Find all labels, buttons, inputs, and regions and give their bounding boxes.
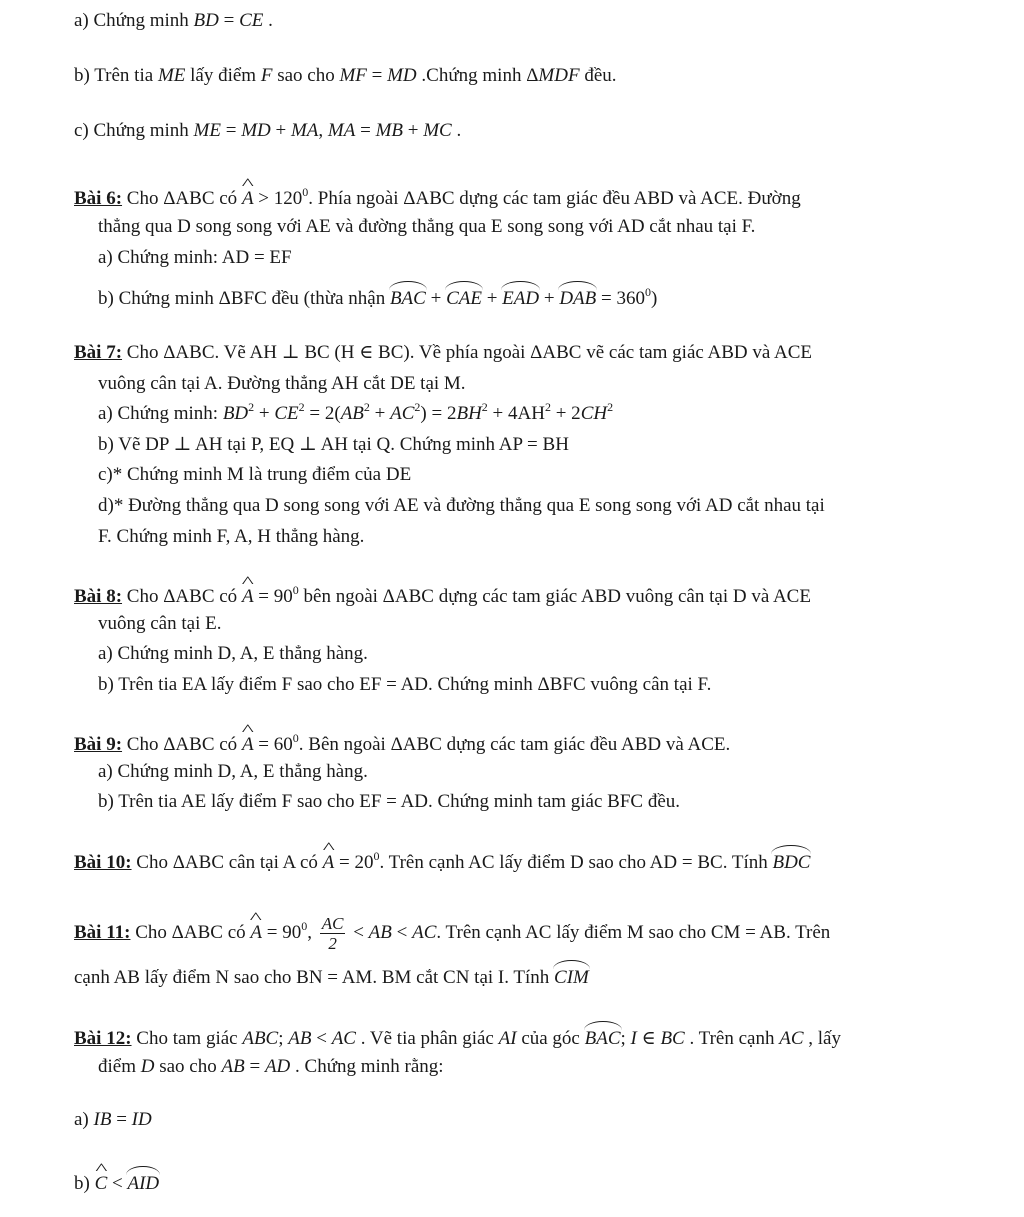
- line-12: c)* Chứng minh M là trung điểm của DE: [98, 464, 412, 485]
- line-17: a) Chứng minh D, A, E thẳng hàng.: [98, 643, 368, 664]
- line-20: a) Chứng minh D, A, E thẳng hàng.: [98, 761, 368, 782]
- exercise-8-title: Bài 8: Cho ΔABC có ^ $A = 90^0$ bên ngoài ΔABC dựng các tam giác ABD vuông cân tại D và ACE: [74, 582, 811, 609]
- line-26: điểm D sao cho AB = AD . Chứng minh rằng:: [98, 1056, 444, 1077]
- line-14: F. Chứng minh F, A, H thẳng hàng.: [98, 526, 365, 547]
- exercise-11-title: Bài 11: Cho ΔABC có ^ $A = 90^0$, $\frac{AC}{2}$ < AB < AC. Trên cạnh AC lấy điểm M sao cho CM = AB. Trên: [74, 914, 830, 953]
- line-5: thẳng qua D song song với AE và đường thẳng qua E song song với AD cắt nhau tại F.: [98, 216, 756, 237]
- exercise-9-title: Bài 9: Cho ΔABC có ^ $A = 60^0$. Bên ngoài ΔABC dựng các tam giác đều ABD và ACE.: [74, 730, 730, 757]
- line-16: vuông cân tại E.: [98, 613, 222, 634]
- line-21: b) Trên tia AE lấy điểm F sao cho EF = AD. Chứng minh tam giác BFC đều.: [98, 791, 681, 812]
- exercise-6-title: Bài 6: Cho ΔABC có ^ $A > 120^0$. Phía ngoài ΔABC dựng các tam giác đều ABD và ACE. Đường: [74, 184, 801, 211]
- line-11: b) Vẽ DP ⊥ AH tại P, EQ ⊥ AH tại Q. Chứng minh AP = BH: [98, 434, 569, 455]
- line-28: b) ^ C < AID: [74, 1168, 159, 1196]
- line-13: d)* Đường thẳng qua D song song với AE và đường thẳng qua E song song với AD cắt nhau tại: [98, 495, 825, 516]
- line-2: b) Trên tia ME lấy điểm F sao cho MF = MD .Chứng minh ΔMDF đều.: [74, 65, 617, 86]
- line-9: vuông cân tại A. Đường thẳng AH cắt DE tại M.: [98, 373, 466, 394]
- line-1: a) Chứng minh BD = CE .: [74, 10, 273, 31]
- line-7: b) Chứng minh ΔBFC đều (thừa nhận BAC + CAE + EAD + DAB = $360^0$): [98, 285, 658, 309]
- line-24: cạnh AB lấy điểm N sao cho BN = AM. BM cắt CN tại I. Tính CIM: [74, 962, 589, 990]
- line-6: a) Chứng minh: AD = EF: [98, 247, 292, 268]
- exercise-12-title: Bài 12: Cho tam giác ABC; AB < AC . Vẽ tia phân giác AI của góc BAC; I ∈ BC . Trên cạnh AC , lấy: [74, 1023, 841, 1051]
- line-3: c) Chứng minh ME = MD + MA, MA = MB + MC .: [74, 120, 462, 141]
- exercise-10-title: Bài 10: Cho ΔABC cân tại A có ^ $A = 20^0$. Trên cạnh AC lấy điểm D sao cho AD = BC. Tính BDC: [74, 847, 810, 875]
- line-27: a) IB = ID: [74, 1109, 152, 1130]
- exercise-7-title: Bài 7: Cho ΔABC. Vẽ AH ⊥ BC (H ∈ BC). Về phía ngoài ΔABC vẽ các tam giác ABD và ACE: [74, 342, 813, 363]
- line-10: a) Chứng minh: $BD^2 + CE^2 = 2(AB^2 + AC^2) = 2BH^2 + 4AH^2 + 2CH^2$: [98, 400, 614, 424]
- line-18: b) Trên tia EA lấy điểm F sao cho EF = AD. Chứng minh ΔBFC vuông cân tại F.: [98, 674, 712, 695]
